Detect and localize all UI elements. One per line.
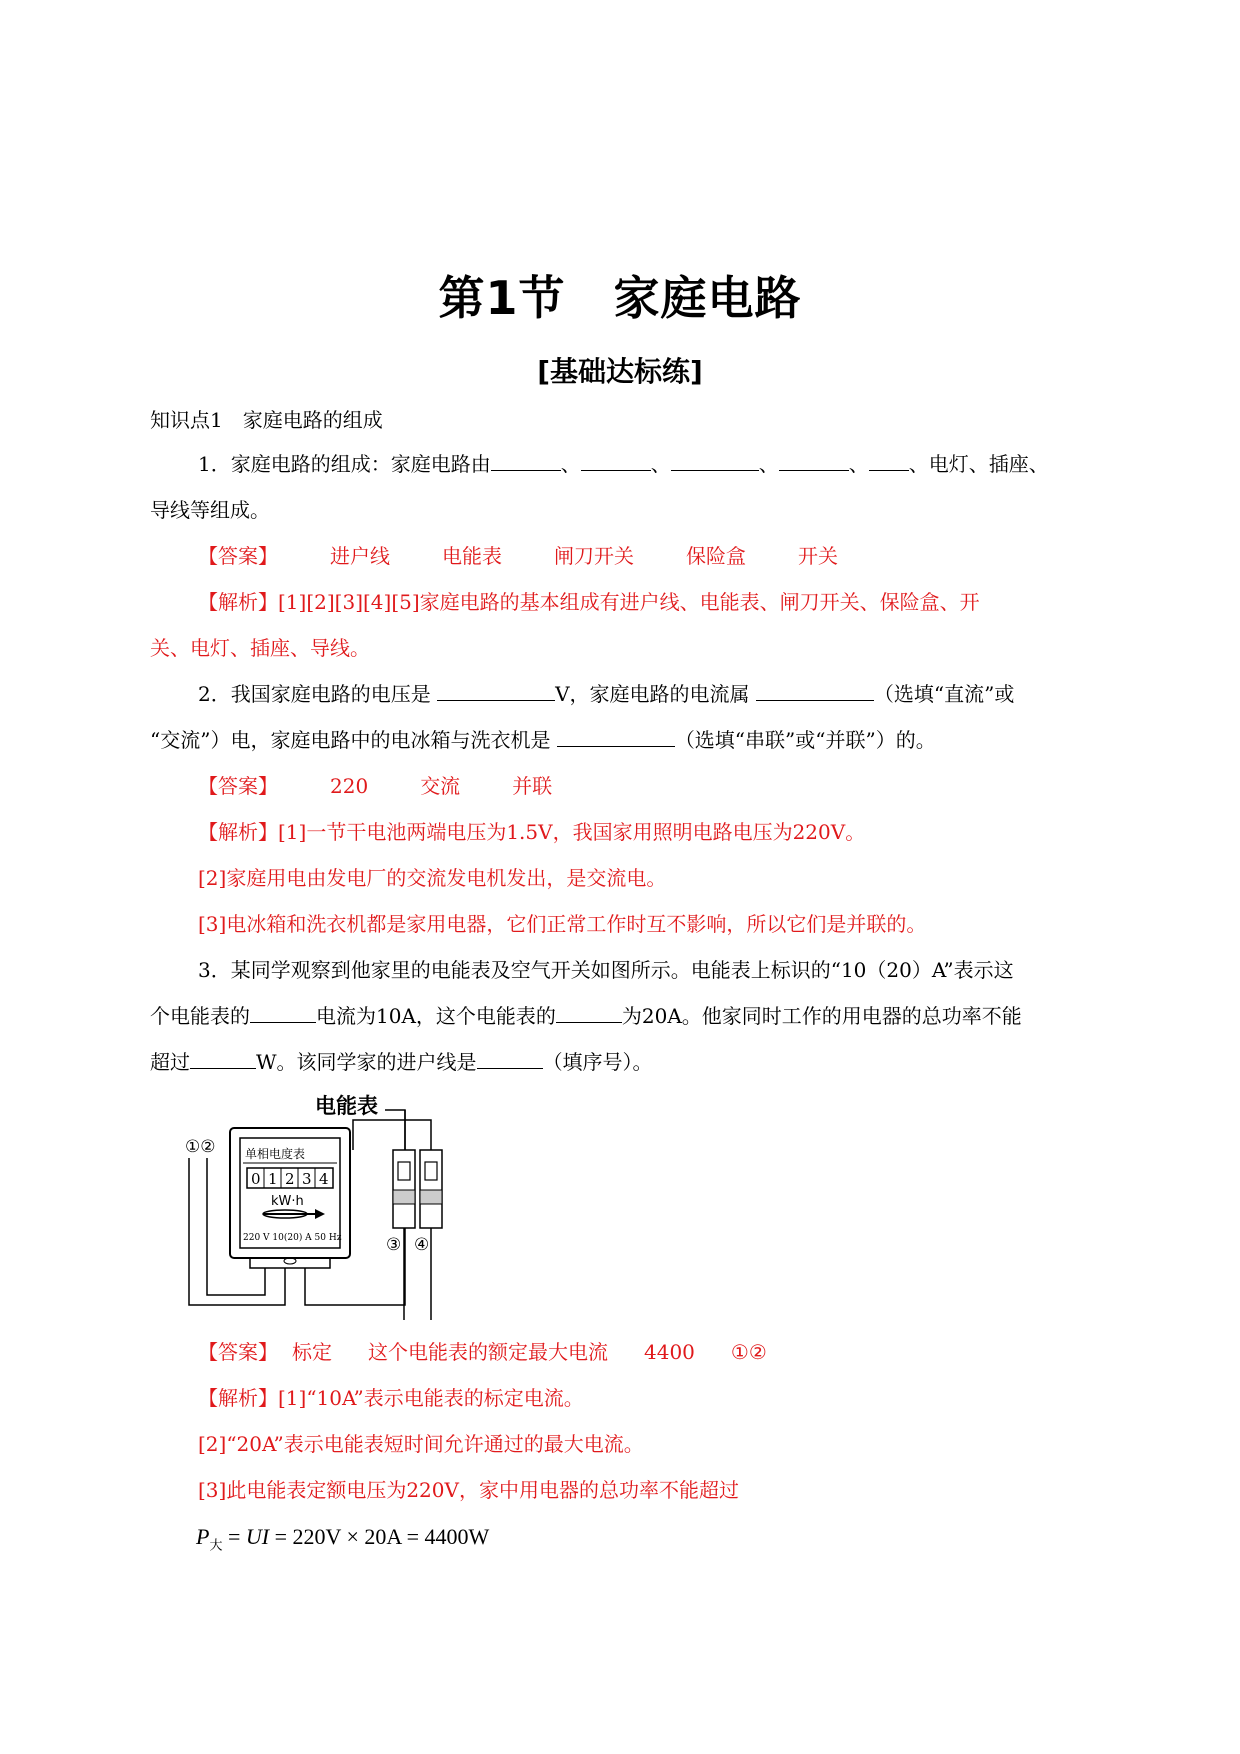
meter-digit: 4: [319, 1170, 329, 1188]
meter-diagram: [185, 1090, 485, 1320]
page-subtitle: [基础达标练]: [537, 355, 703, 388]
analysis-3-line-3: [3]此电能表定额电压为220V，家中用电器的总功率不能超过: [198, 1478, 739, 1502]
meter-digit: 0: [251, 1170, 261, 1188]
question-3-line-1: 3．某同学观察到他家里的电能表及空气开关如图所示。电能表上标识的“10（20）A”表示这: [198, 958, 1014, 982]
meter-figure-label: 电能表: [315, 1094, 378, 1118]
meter-spec: 220 V 10(20) A 50 Hz: [243, 1233, 342, 1243]
question-3-line-2: 个电能表的 电流为10A，这个电能表的 为20A。他家同时工作的用电器的总功率不能: [150, 1004, 1022, 1028]
meter-title: 单相电度表: [245, 1147, 306, 1161]
switch-mark-3: ③: [386, 1235, 402, 1255]
power-formula: $P_大$ = UI = 220V × 20A = 4400W: [196, 1524, 490, 1553]
question-3-line-3: 超过 W。该同学家的进户线是 （填序号）。: [150, 1050, 653, 1074]
answer-2: 【答案】 220 交流 并联: [198, 774, 553, 798]
meter-digit: 3: [302, 1170, 312, 1188]
meter-unit: kW·h: [271, 1194, 304, 1209]
analysis-3-line-2: [2]“20A”表示电能表短时间允许通过的最大电流。: [198, 1432, 644, 1456]
analysis-2-line-3: [3]电冰箱和洗衣机都是家用电器，它们正常工作时互不影响，所以它们是并联的。: [198, 912, 927, 936]
analysis-2-line-1: 【解析】[1]一节干电池两端电压为1.5V，我国家用照明电路电压为220V。: [198, 820, 866, 844]
question-1-line-1: 1．家庭电路的组成：家庭电路由 、 、 、 、 、电灯、插座、: [198, 452, 1049, 476]
analysis-1-line-2: 关、电灯、插座、导线。: [150, 636, 370, 660]
meter-digit: 1: [268, 1170, 278, 1188]
analysis-3-line-1: 【解析】[1]“10A”表示电能表的标定电流。: [198, 1386, 584, 1410]
question-2-line-2: “交流”）电，家庭电路中的电冰箱与洗衣机是 （选填“串联”或“并联”）的。: [150, 728, 936, 752]
answer-1: 【答案】 进户线 电能表 闸刀开关 保险盒 开关: [198, 544, 838, 568]
meter-digit: 2: [285, 1170, 295, 1188]
section-heading: 知识点1 家庭电路的组成: [150, 408, 383, 432]
page-title: 第1节 家庭电路: [438, 271, 802, 325]
question-2-line-1: 2．我国家庭电路的电压是 V，家庭电路的电流属 （选填“直流”或: [198, 682, 1015, 706]
incoming-line-marks: ①②: [185, 1137, 216, 1157]
answer-3: 【答案】 标定 这个电能表的额定最大电流 4400 ①②: [198, 1340, 767, 1364]
question-1-line-2: 导线等组成。: [150, 498, 270, 522]
switch-mark-4: ④: [414, 1235, 430, 1255]
analysis-2-line-2: [2]家庭用电由发电厂的交流发电机发出，是交流电。: [198, 866, 667, 890]
analysis-1-line-1: 【解析】[1][2][3][4][5]家庭电路的基本组成有进户线、电能表、闸刀开关、保险盒、开: [198, 590, 980, 614]
